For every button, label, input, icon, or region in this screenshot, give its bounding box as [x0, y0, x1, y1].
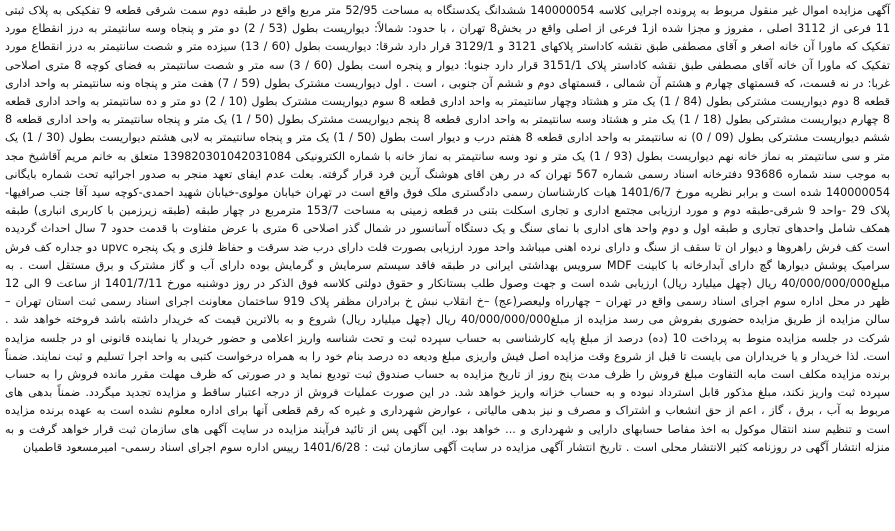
auction-notice-text: آگهی مزایده اموال غیر منقول مربوط به پرونده اجرایی کلاسه 140000054 ششدانگ یکدستگاه به مساحت 52/95 متر مربع واقع در طبقه دوم سمت شرقی قطعه 9 تفکیکی به پلاک ثبتی 11 فرعی از 3112 اصلی ، مفروز و مجزا شده از1 فرعی از اصلی واقع در بخش8 تهران ، با حدود: شمالاً: دیواریست بطول (53 / 2) دو متر و پنجاه وسه سانتیمتر به درز انقطاع مورد تفکیک که ماورا آن خانه اصغر و آقای مصطفی طبق نقشه کاداستر پلاکهای 3121 و 3129/1 قرار دارد شرقا: دیواریست بطول (60 / 13) سیزده متر و شصت سانتیمتر به درز انقطاع مورد تفکیک که ماورا آن خانه آقای مصطفی طبق نقشه کاداستر پلاک 3151/1 قرار دارد جنوبا: دیوار و پنجره است بطول (60 / 3) سه متر و شصت سانتیمتر به فضای کوچه 8 متری اصلاحی غربا: در نه قسمت، که قسمتهای چهارم و هشتم آن شمالی ، قسمتهای دوم و ششم آن جنوبی ، است . اول دیواریست مشترک بطول (59 / 7) هفت متر و پنجاه ونه سانتیمتر به واحد اداری قطعه 8 دوم دیواریست مشترکی بطول (84 / 1) یک متر و هشتاد وچهار سانتیمتر به واحد اداری قطعه 8 سوم دیواریست مشترک بطول (10 / 2) دو متر و ده سانتیمتر به واحد اداری قطعه 8 چهارم دیواریست مشترکی بطول (18 / 1) یک متر و هشتاد وسه سانتیمتر به واحد اداری قطعه 8 پنجم دیواریست مشترک بطول (50 / 1) یک متر و پنجاه سانتیمتر به واحد اداری قطعه 8 ششم دیواریست مشترکی بطول (09 / 0) نه سانتیمتر به واحد اداری قطعه 8 هفتم درب و دیوار است بطول (50 / 1) یک متر و پنجاه سانتیمتر به لابی هشتم دیواریست بطول (30 / 1) یک متر و سی سانتیمتر به نماز خانه نهم دیواریست بطول (93 / 1) یک متر و نود وسه سانتیمتر به نماز خانه با شماره الکترونیکی 139820301042031084 متعلق به خانم مریم آقاشیخ مجد به موجب سند شماره 93686 دفترخانه اسناد رسمی شماره 567 تهران که در رهن اقای هوشنگ آرین فرد قرار گرفته. بعلت عدم ایفای تعهد منجر به صدور اجرائیه تحت شماره بایگانی 140000054 شده است و برابر نظریه مورخ 1401/6/7 هیات کارشناسان رسمی دادگستری ملک فوق واقع است در تهران خیابان مولوی-خیابان شهید احمدی-کوچه سید آقا جنب صرافیها-پلاک 29 -واحد 9 شرقی-طبقه دوم و مورد ارزیابی مجتمع اداری و تجاری اسکلت بتنی در قطعه زمینی به مساحت 153/7 مترمربع در چهار طبقه (طبقه زیرزمین با کاربری انباری) طبقه همکف شامل واحدهای تجاری و طبقه اول و دوم واحد های اداری با نمای سنگ و یک دستگاه آسانسور در شمال گذر اصلاحی 6 متری با عرض متفاوت با قدمت حدود 7 سال احداث گردیده است کف فرش راهروها و دیوار ان تا سقف از سنگ و دارای نرده اهنی میباشد واحد مورد ارزیابی بصورت فلت دارای درب ضد سرقت و حفاظ فلزی و یک پنجره upvc دو جداره کف فرش سرامیک پوشش دیوارها گچ دارای آبدارخانه با کابینت MDF سرویس بهداشتی ایرانی در طبقه فاقد سیستم سرمایش و گرمایش بوده دارای آب و گاز مشترک و برق مستقل است . به مبلغ40/000/000/000 ریال (چهل میلیارد ریال) ارزیابی شده است و جهت وصول طلب بستانکار و حقوق دولتی کلاسه فوق الذکر در روز دوشنبه مورخ 1401/7/11 از ساعت 9 الی 12 ظهر در محل اداره سوم اجرای اسناد رسمی واقع در تهران – چهارراه ولیعصر(عج) –خ انقلاب نبش خ برادران مظفر پلاک 919 ساختمان معاونت اجرای اسناد رسمی ثبت استان تهران – سالن مزایده از طریق مزایده حضوری بفروش می رسد مزایده از مبلغ40/000/000/000 ریال (چهل میلیارد ریال) شروع و به بالاترین قیمت که خریدار داشته باشد فروخته خواهد شد . شرکت در جلسه مزایده منوط به پرداخت 10 (ده) درصد از مبلغ پایه کارشناسی به حساب سپرده ثبت و تحت شناسه واریز اعلامی و حضور خریدار یا نماینده قانونی او در جلسه مزایده است. لذا خریدار و یا خریداران می بایست تا قبل از شروع وقت مزایده اصل فیش واریزی مبلغ ودیعه ده درصد بنام خود را به همراه درخواست کتبی به واحد اجرا تسلیم و ثبت نمایند. ضمناً برنده مزایده مکلف است مابه التفاوت مبلغ فروش را ظرف مدت پنج روز از تاریخ مزایده به حساب صندوق ثبت تودیع نماید و در صورتی که ظرف مهلت مقرر مانده فروش را به حساب سپرده ثبت واریز نکند، مبلغ مذکور قابل استرداد نبوده و به حساب خزانه واریز خواهد شد. در این صورت عملیات فروش از درجه اعتبار ساقط و مزایده تجدید میگردد. ضمناً بدهی های مربوط به آب ، برق ، گاز ، اعم از حق انشعاب و اشتراک و مصرف و نیز بدهی مالیاتی ، عوارض شهرداری و غیره که رقم قطعی آنها برای اداره معلوم نشده است به عهده برنده مزایده است و تنظیم سند انتقال موکول به اخذ مفاصا حسابهای دارایی و شهرداری و ... خواهد بود. این آگهی پس از تائید فرآیند مزایده در سایت آگهی های سازمان ثبت قرار خواهد گرفت و به منزله انتشار آگهی در روزنامه کثیر الانتشار محلی است . تاریخ انتشار آگهی مزایده در سایت آگهی سازمان ثبت : 1401/6/28 رییس اداره سوم اجرای اسناد رسمی- امیرمسعود قاطمیان — [5, 4, 891, 454]
